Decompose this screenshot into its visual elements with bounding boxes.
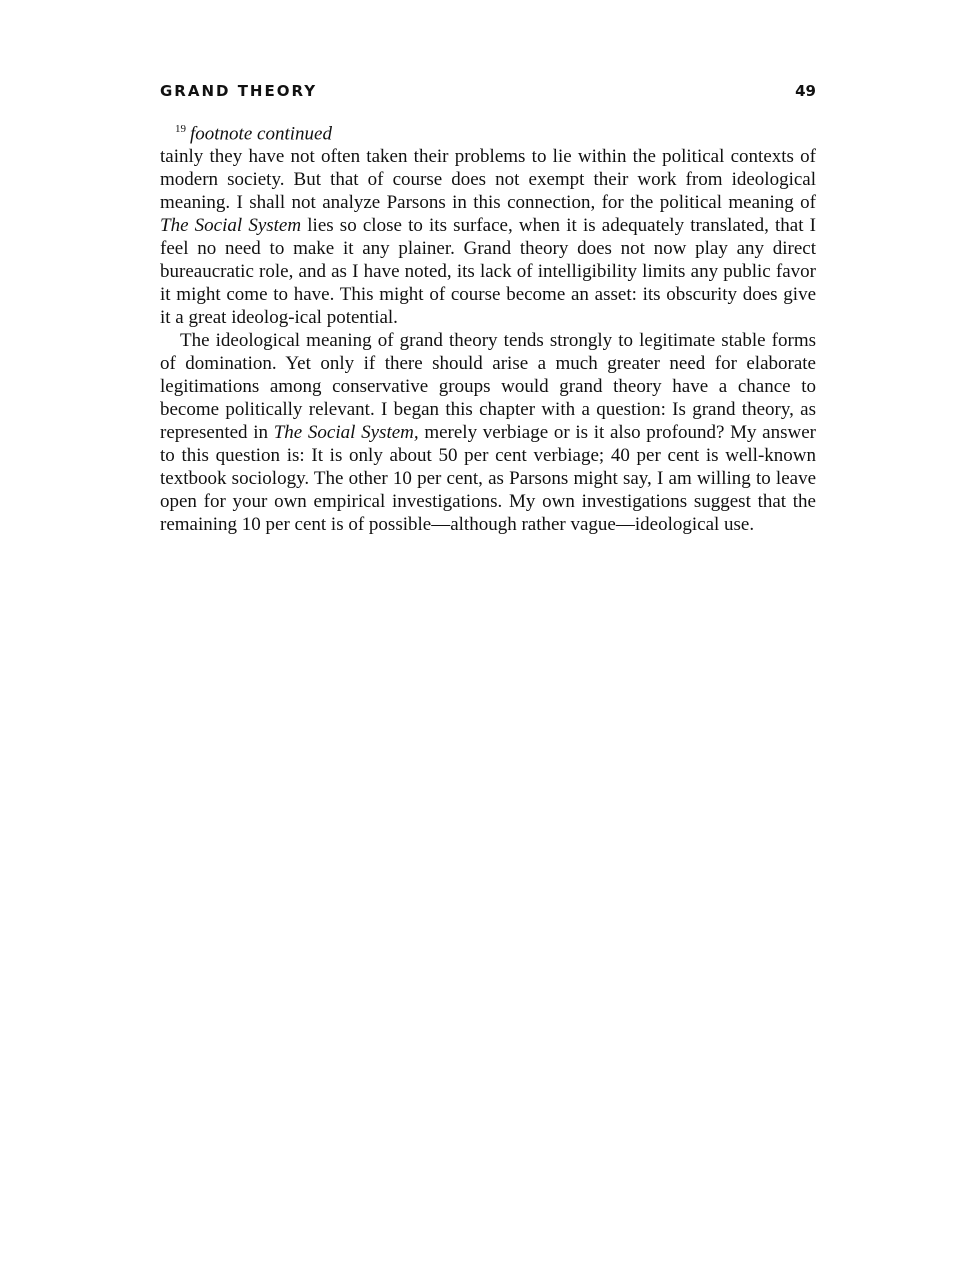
page-header bbox=[160, 80, 816, 102]
paragraph-2-part-b: merely verbiage or is it also profound? My answer to this question is: It is only about 50 per cent verbiage; 40 per cent is well-known textbook sociology. The other 10 per cent, as Parsons might say, I am willing to leave open for your own empirical investigations. My own investigations suggest that the remaining 10 per cent is of possible—although rather vague—ideological use. bbox=[160, 422, 816, 536]
paragraph-1-part-b: lies so close to its surface, when it is adequately translated, that I feel no need to make it any plainer. Grand theory does not now play any direct bureaucratic role, and as I have noted, its lack of intelligibility limits any public favor it might come to have. This might of course become an asset: its obscurity does give it a great ideolog-ical potential. bbox=[160, 215, 816, 329]
paragraph-1 bbox=[160, 145, 816, 329]
running-head: GRAND THEORY bbox=[160, 82, 318, 100]
page-number: 49 bbox=[795, 82, 816, 100]
body-text bbox=[160, 145, 816, 536]
footnote-continuation bbox=[175, 118, 816, 145]
book-title-reference: The Social System bbox=[160, 215, 302, 237]
footnote-continued-label: footnote continued bbox=[190, 123, 332, 145]
paragraph-2 bbox=[160, 329, 816, 536]
paragraph-2-part-a: The ideological meaning of grand theory tends strongly to legitimate stable forms of domination. Yet only if there should arise a much greater need for elaborate legitimations among conservative groups would grand theory have a chance to become politically relevant. I began this chapter with a question: Is grand theory, as represented in bbox=[160, 330, 816, 444]
book-title-reference-2: The Social System, bbox=[273, 422, 419, 444]
footnote-marker: 19 bbox=[175, 123, 186, 135]
paragraph-1-part-a: tainly they have not often taken their problems to lie within the political contexts of modern society. But that of course does not exempt their work from ideological meaning. I shall not analyze Parsons in this connection, for the political meaning of bbox=[160, 146, 816, 214]
book-page bbox=[160, 80, 816, 536]
